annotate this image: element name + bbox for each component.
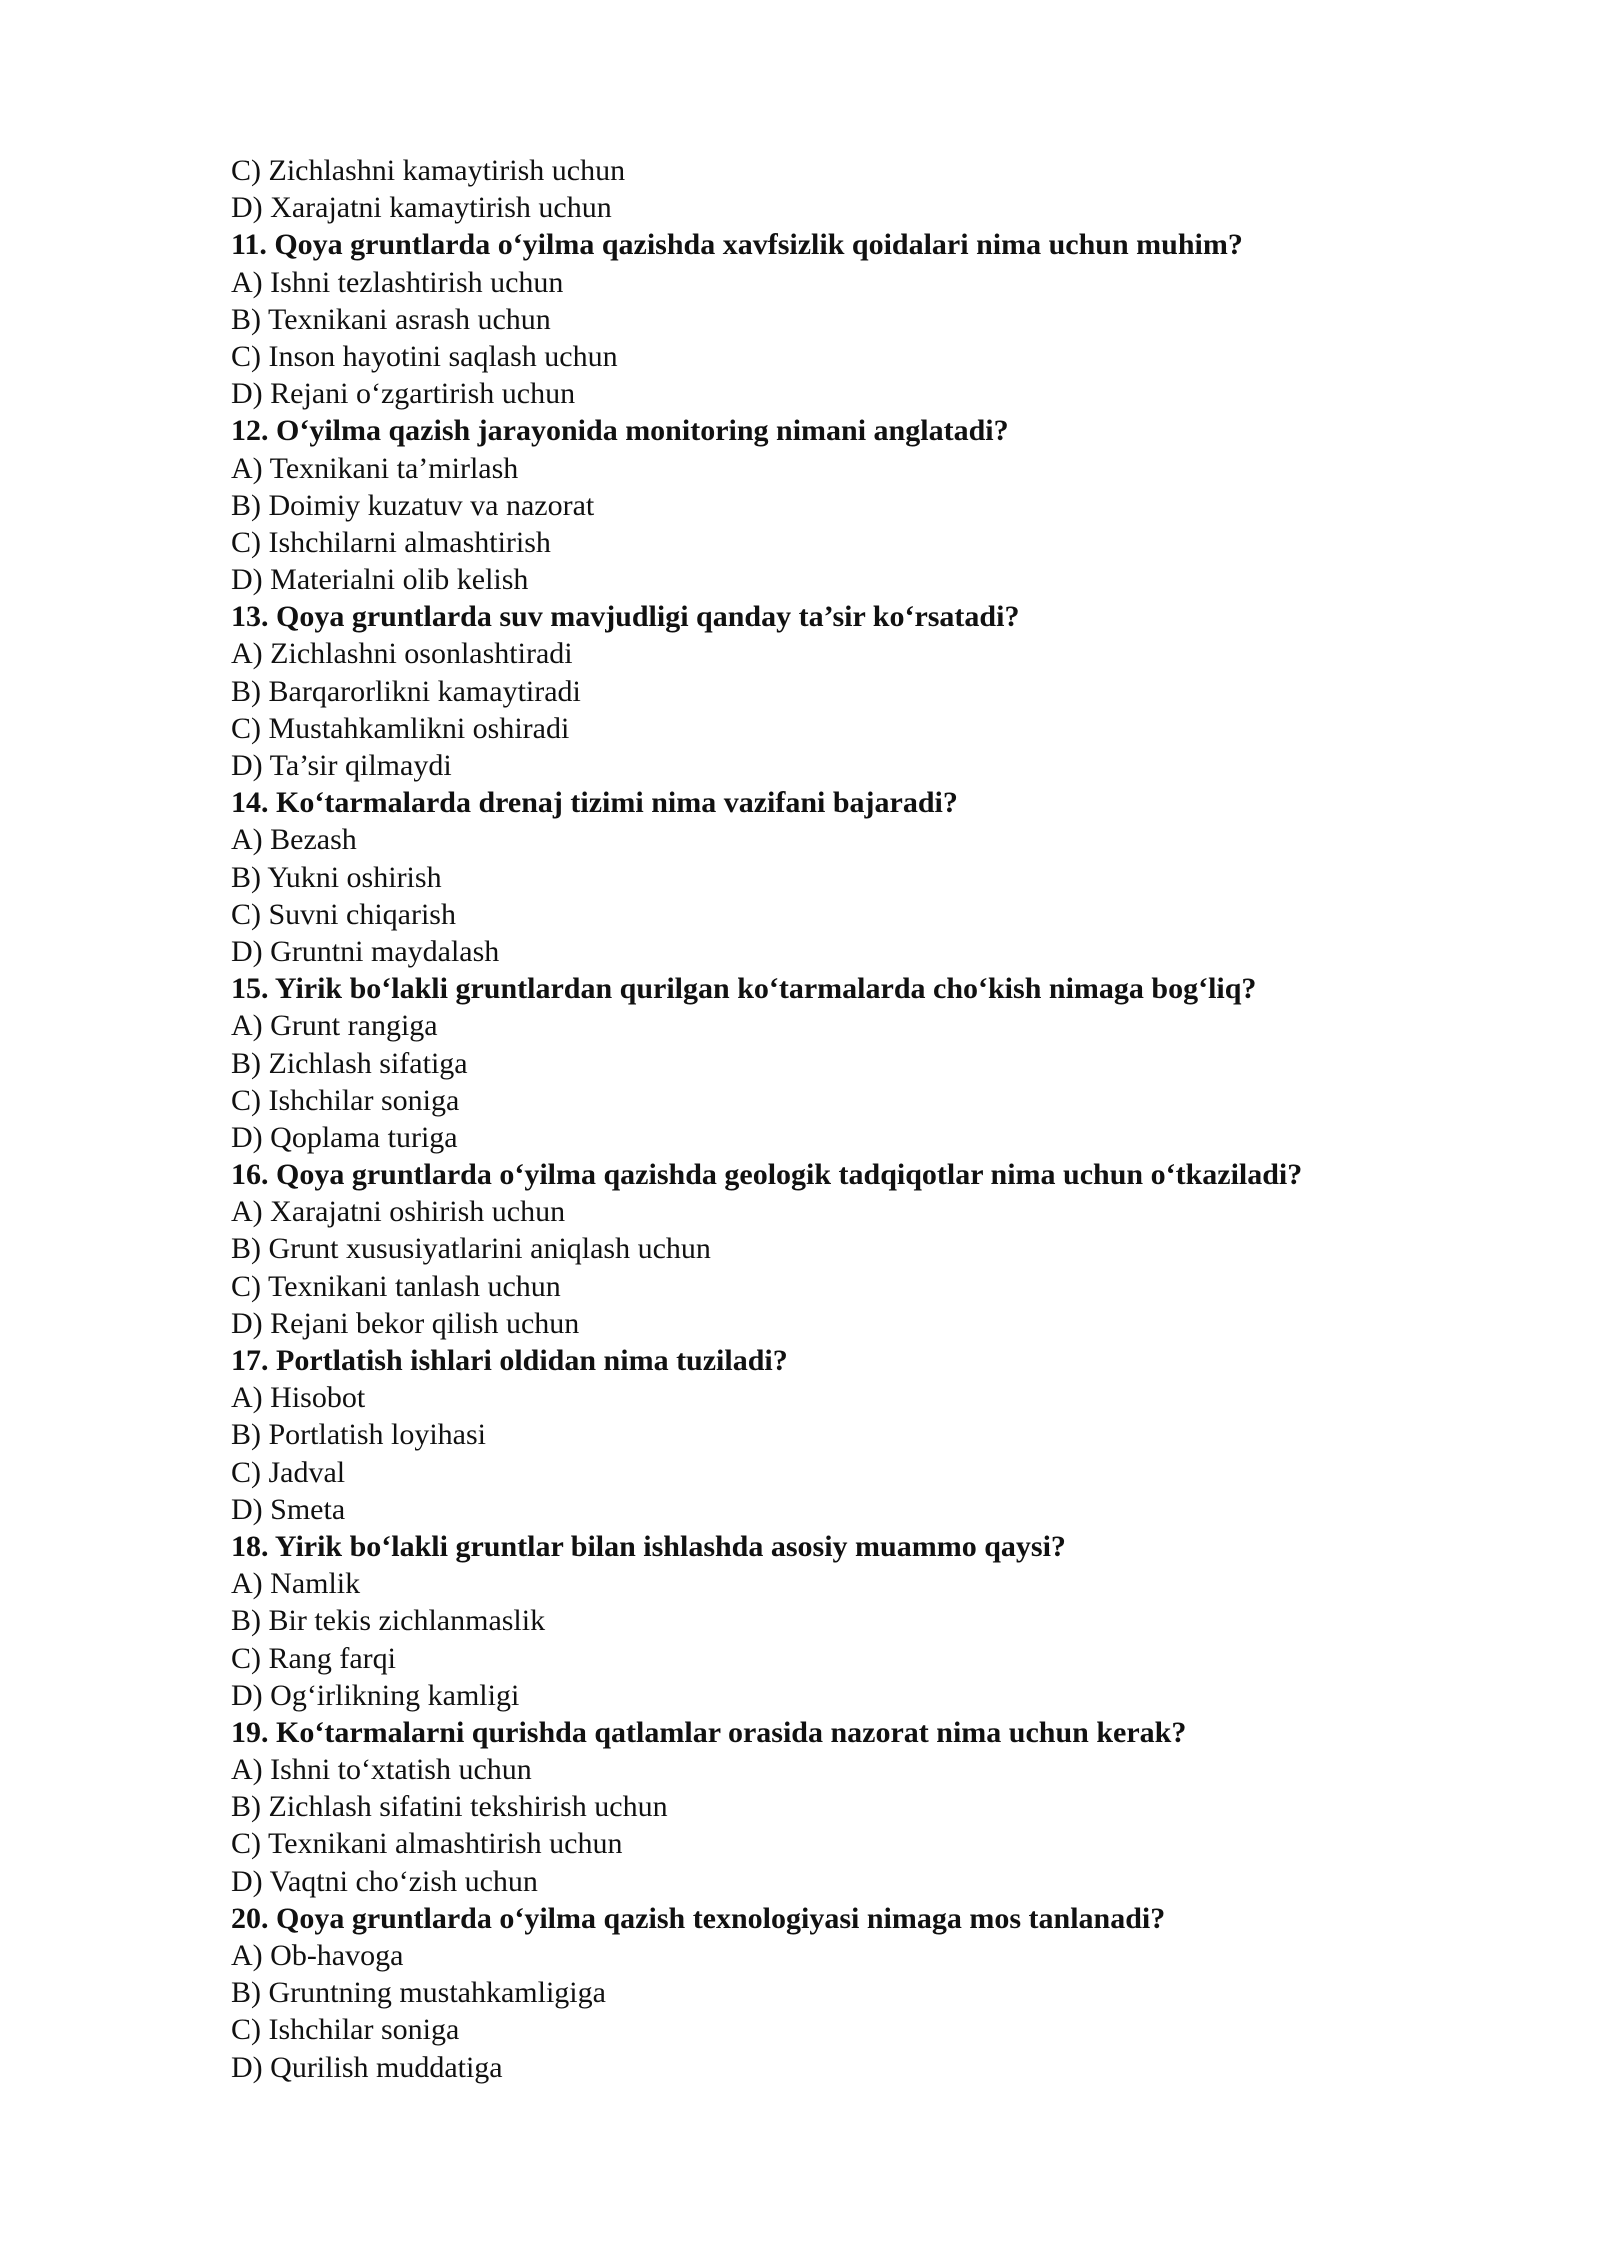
question-text: 15. Yirik bo‘lakli gruntlardan qurilgan ko‘tarmalarda cho‘kish nimaga bog‘liq?	[231, 972, 1257, 1006]
option-line: C) Ishchilar soniga	[231, 1083, 460, 1117]
question-block	[231, 1900, 1431, 2086]
option-line: B) Portlatish loyihasi	[231, 1418, 486, 1452]
option-line: D) Vaqtni cho‘zish uchun	[231, 1864, 538, 1898]
document-page	[231, 152, 1431, 2086]
option-line: A) Bezash	[231, 823, 357, 857]
question-text: 18. Yirik bo‘lakli gruntlar bilan ishlashda asosiy muammo qaysi?	[231, 1529, 1066, 1563]
question-text: 17. Portlatish ishlari oldidan nima tuziladi?	[231, 1344, 788, 1377]
question-text: 20. Qoya gruntlarda o‘yilma qazish texnologiyasi nimaga mos tanlanadi?	[231, 1901, 1166, 1935]
question-text: 19. Ko‘tarmalarni qurishda qatlamlar orasida nazorat nima uchun kerak?	[231, 1715, 1187, 1749]
option-line: A) Zichlashni osonlashtiradi	[231, 637, 573, 671]
option-line: D) Smeta	[231, 1492, 346, 1526]
option-line: D) Ta’sir qilmaydi	[231, 749, 452, 782]
option-line: B) Zichlash sifatiga	[231, 1046, 468, 1080]
option-line: C) Texnikani tanlash uchun	[231, 1269, 561, 1303]
leading-options	[231, 152, 1431, 226]
question-block	[231, 226, 1431, 412]
option-line: D) Rejani bekor qilish uchun	[231, 1306, 580, 1340]
option-line: D) Gruntni maydalash	[231, 934, 500, 968]
question-block	[231, 598, 1431, 784]
option-line: D) Rejani o‘zgartirish uchun	[231, 377, 576, 411]
question-text: 13. Qoya gruntlarda suv mavjudligi qanday ta’sir ko‘rsatadi?	[231, 600, 1020, 634]
question-block	[231, 1342, 1431, 1528]
question-text: 12. O‘yilma qazish jarayonida monitoring nimani anglatadi?	[231, 414, 1009, 448]
option-line: D) Qurilish muddatiga	[231, 2050, 503, 2084]
option-line: C) Texnikani almashtirish uchun	[231, 1827, 623, 1861]
question-block	[231, 412, 1431, 598]
option-line: C) Suvni chiqarish	[231, 897, 456, 931]
option-line: A) Texnikani ta’mirlash	[231, 451, 519, 485]
option-line: A) Namlik	[231, 1567, 361, 1601]
option-line: B) Yukni oshirish	[231, 860, 442, 894]
option-line: B) Zichlash sifatini tekshirish uchun	[231, 1790, 668, 1824]
question-text: 14. Ko‘tarmalarda drenaj tizimi nima vazifani bajaradi?	[231, 786, 958, 820]
question-block	[231, 784, 1431, 970]
option-line: C) Rang farqi	[231, 1641, 396, 1675]
option-line: D) Xarajatni kamaytirish uchun	[231, 191, 612, 225]
option-line: A) Ishni tezlashtirish uchun	[231, 265, 564, 299]
option-line: C) Inson hayotini saqlash uchun	[231, 339, 618, 373]
question-block	[231, 1156, 1431, 1342]
option-line: C) Ishchilar soniga	[231, 2013, 460, 2047]
option-line: B) Doimiy kuzatuv va nazorat	[231, 488, 595, 522]
option-line: C) Zichlashni kamaytirish uchun	[231, 154, 626, 187]
option-line: A) Ob-havoga	[231, 1939, 404, 1972]
question-block	[231, 1714, 1431, 1900]
question-block	[231, 1528, 1431, 1714]
option-line: A) Xarajatni oshirish uchun	[231, 1195, 566, 1229]
option-line: D) Og‘irlikning kamligi	[231, 1678, 520, 1712]
option-line: B) Grunt xususiyatlarini aniqlash uchun	[231, 1232, 711, 1266]
option-line: C) Jadval	[231, 1455, 346, 1489]
question-text: 11. Qoya gruntlarda o‘yilma qazishda xavfsizlik qoidalari nima uchun muhim?	[231, 228, 1243, 262]
option-line: B) Bir tekis zichlanmaslik	[231, 1604, 546, 1638]
option-line: C) Ishchilarni almashtirish	[231, 525, 551, 559]
option-line: B) Texnikani asrash uchun	[231, 302, 551, 336]
option-line: C) Mustahkamlikni oshiradi	[231, 711, 570, 745]
option-line: A) Hisobot	[231, 1381, 366, 1415]
option-line: B) Barqarorlikni kamaytiradi	[231, 674, 581, 708]
question-text: 16. Qoya gruntlarda o‘yilma qazishda geologik tadqiqotlar nima uchun o‘tkaziladi?	[231, 1158, 1303, 1192]
option-line: B) Gruntning mustahkamligiga	[231, 1976, 606, 2010]
option-line: A) Grunt rangiga	[231, 1009, 438, 1043]
option-line: D) Materialni olib kelish	[231, 563, 529, 597]
option-line: D) Qoplama turiga	[231, 1120, 458, 1154]
question-block	[231, 970, 1431, 1156]
option-line: A) Ishni to‘xtatish uchun	[231, 1753, 532, 1787]
